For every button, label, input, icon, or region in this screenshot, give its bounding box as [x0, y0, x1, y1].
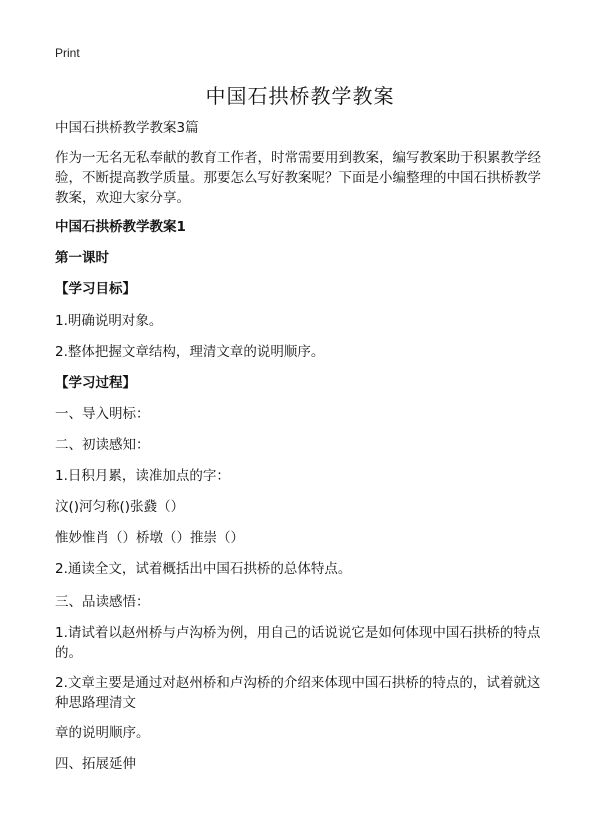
goals-heading: 【学习目标】 [55, 281, 136, 297]
process-heading: 【学习过程】 [55, 375, 136, 391]
goal-item-2: 2.整体把握文章结构，理清文章的说明顺序。 [55, 344, 325, 360]
step-3-item-2-line-2: 种思路理清文 [55, 695, 136, 711]
step-2: 二、初读感知： [55, 437, 150, 453]
step-3-item-1-line-2: 的。 [55, 645, 82, 661]
vocab-line-2: 惟妙惟肖（）桥墩（）推崇（） [55, 530, 244, 546]
step-3-item-2-continuation: 章的说明顺序。 [55, 725, 150, 741]
step-2-item-2: 2.通读全文，试着概括出中国石拱桥的总体特点。 [55, 561, 352, 577]
step-3-item-2-line-1: 2.文章主要是通过对赵州桥和卢沟桥的介绍来体现中国石拱桥的特点的，试着就这 [55, 675, 541, 691]
step-3: 三、品读感悟： [55, 594, 150, 610]
document-subtitle: 中国石拱桥教学教案3篇 [55, 120, 199, 136]
step-1: 一、导入明标： [55, 406, 150, 422]
step-3-item-1-line-1: 1.请试着以赵州桥与卢沟桥为例，用自己的话说说它是如何体现中国石拱桥的特点 [55, 625, 541, 641]
print-label: Print [55, 46, 80, 60]
step-4: 四、拓展延伸 [55, 756, 136, 772]
section-heading: 中国石拱桥教学教案1 [55, 219, 186, 235]
step-2-item-1: 1.日积月累，读准加点的字： [55, 468, 230, 484]
goal-item-1: 1.明确说明对象。 [55, 313, 163, 329]
intro-line-1: 作为一无名无私奉献的教育工作者，时常需要用到教案，编写教案助于积累教学经 [55, 150, 541, 166]
intro-line-3: 教案，欢迎大家分享。 [55, 190, 190, 206]
vocab-line-1: 汶()河匀称()张鼗（） [55, 499, 185, 515]
lesson-heading: 第一课时 [55, 250, 109, 266]
intro-line-2: 验，不断提高教学质量。那要怎么写好教案呢？下面是小编整理的中国石拱桥教学 [55, 170, 541, 186]
document-title: 中国石拱桥教学教案 [205, 84, 395, 108]
